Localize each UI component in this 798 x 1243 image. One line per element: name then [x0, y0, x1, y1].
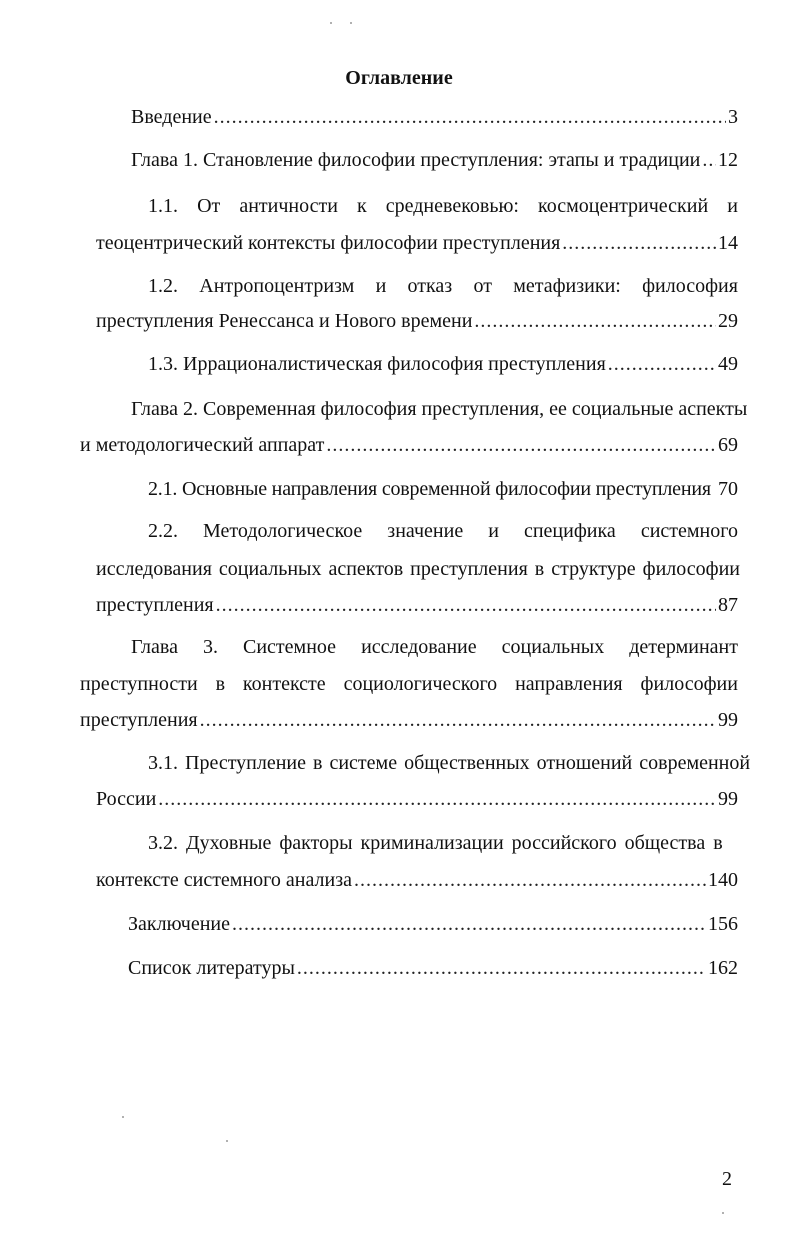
toc-page-number: 87	[718, 594, 738, 616]
toc-entry-2-2-line-2	[96, 556, 741, 582]
toc-entry-1-1-line-2	[96, 230, 738, 256]
word: системного	[640, 520, 738, 542]
word: 1.2.	[148, 275, 178, 297]
scan-speck	[350, 22, 352, 24]
page-number: 2	[722, 1168, 732, 1190]
toc-entry-3-2-line-1	[148, 830, 738, 856]
toc-entry-1-2-line-2	[96, 308, 738, 334]
toc-page-number: 140	[708, 869, 738, 891]
toc-entry-text: 1.3. Иррационалистическая философия преступления	[148, 353, 606, 375]
toc-page-number: 99	[718, 788, 738, 810]
toc-entry-chapter-2-line-1	[131, 396, 748, 422]
word: античности	[239, 195, 338, 217]
toc-entry-1-3	[148, 351, 738, 377]
toc-entry-references	[128, 955, 738, 981]
toc-entry-conclusion	[128, 911, 738, 937]
toc-entry-chapter-3-line-2	[80, 671, 738, 697]
word: отказ	[407, 275, 453, 297]
toc-page-number: 156	[708, 913, 738, 935]
word: преступности	[80, 673, 198, 695]
toc-page-number: 99	[718, 709, 738, 731]
scan-speck	[722, 1212, 724, 1214]
toc-entry-text: Введение	[131, 106, 212, 128]
toc-entry-intro	[131, 104, 738, 130]
dot-leader	[562, 230, 716, 256]
toc-entry-text: и методологический аппарат	[80, 434, 325, 456]
dot-leader	[354, 867, 706, 893]
toc-page-number: 29	[718, 310, 738, 332]
toc-entry-2-2-line-3	[96, 592, 738, 618]
word: от	[473, 275, 492, 297]
toc-page-number: 70	[718, 478, 738, 500]
dot-leader	[474, 308, 716, 334]
toc-page-number: 49	[718, 353, 738, 375]
toc-entry-3-2-line-2	[96, 867, 738, 893]
word: и	[375, 275, 387, 297]
word: и	[727, 195, 738, 217]
word: контексте	[242, 673, 326, 695]
toc-entry-text: теоцентрический контексты философии преступления	[96, 232, 561, 254]
word: направления	[515, 673, 623, 695]
dot-leader	[200, 707, 716, 733]
toc-entry-3-1-line-1	[148, 750, 751, 776]
word: Методологическое	[203, 520, 363, 542]
toc-entry-text: исследования социальных аспектов преступления в структуре философии	[96, 558, 741, 580]
scan-speck	[122, 1116, 124, 1118]
scan-speck	[226, 1140, 228, 1142]
word: метафизики:	[513, 275, 621, 297]
word: Антропоцентризм	[199, 275, 355, 297]
word: значение	[387, 520, 464, 542]
toc-entry-text: России	[96, 788, 157, 810]
toc-entry-text: контексте системного анализа	[96, 869, 352, 891]
scan-speck	[330, 22, 332, 24]
word: социологического	[343, 673, 498, 695]
word: Системное	[243, 636, 337, 658]
dot-leader	[702, 147, 716, 173]
toc-entry-text: преступления Ренессанса и Нового времени	[96, 310, 473, 332]
toc-entry-text: 2.1. Основные направления современной философии преступления	[148, 478, 711, 500]
word: детерминант	[629, 636, 738, 658]
word: 3.	[203, 636, 218, 658]
dot-leader	[232, 911, 706, 937]
word: в	[215, 673, 226, 695]
toc-entry-text: 3.1. Преступление в системе общественных отношений современной	[148, 752, 751, 774]
toc-page-number: 162	[708, 957, 738, 979]
toc-entry-chapter-2-line-2	[80, 432, 738, 458]
dot-leader	[326, 432, 716, 458]
toc-entry-1-2-line-1	[148, 273, 738, 299]
toc-entry-text: преступления	[80, 709, 198, 731]
dot-leader	[214, 104, 726, 130]
word: к	[356, 195, 367, 217]
toc-page-number: 14	[718, 232, 738, 254]
toc-page-number: 3	[728, 106, 738, 128]
word: специфика	[523, 520, 616, 542]
toc-entry-2-1	[148, 476, 738, 502]
word: философии	[640, 673, 738, 695]
toc-page-number: 12	[718, 149, 738, 171]
dot-leader	[297, 955, 706, 981]
toc-entry-chapter-3-line-1	[131, 634, 738, 660]
word: 1.1.	[148, 195, 178, 217]
toc-entry-chapter-3-line-3	[80, 707, 738, 733]
toc-entry-text: Список литературы	[128, 957, 295, 979]
toc-entry-text: преступления	[96, 594, 214, 616]
word: социальных	[501, 636, 605, 658]
word: средневековью:	[385, 195, 519, 217]
toc-entry-text: Глава 1. Становление философии преступления: этапы и традиции	[131, 149, 701, 171]
word: 2.2.	[148, 520, 178, 542]
toc-entry-chapter-1	[131, 147, 738, 173]
toc-entry-3-1-line-2	[96, 786, 738, 812]
toc-page-number: 69	[718, 434, 738, 456]
toc-entry-text: Заключение	[128, 913, 230, 935]
dot-leader	[216, 592, 716, 618]
toc-entry-text: 3.2. Духовные факторы криминализации российского общества в	[148, 832, 723, 854]
word: и	[488, 520, 499, 542]
toc-entry-1-1-line-1	[148, 193, 738, 219]
word: От	[197, 195, 221, 217]
toc-title: Оглавление	[345, 67, 453, 89]
dot-leader	[608, 351, 716, 377]
word: космоцентрический	[538, 195, 709, 217]
word: Глава	[131, 636, 178, 658]
word: исследование	[361, 636, 477, 658]
toc-entry-2-2-line-1	[148, 518, 738, 544]
toc-entry-text: Глава 2. Современная философия преступления, ее социальные аспекты	[131, 398, 748, 420]
dot-leader	[158, 786, 716, 812]
word: философия	[642, 275, 738, 297]
